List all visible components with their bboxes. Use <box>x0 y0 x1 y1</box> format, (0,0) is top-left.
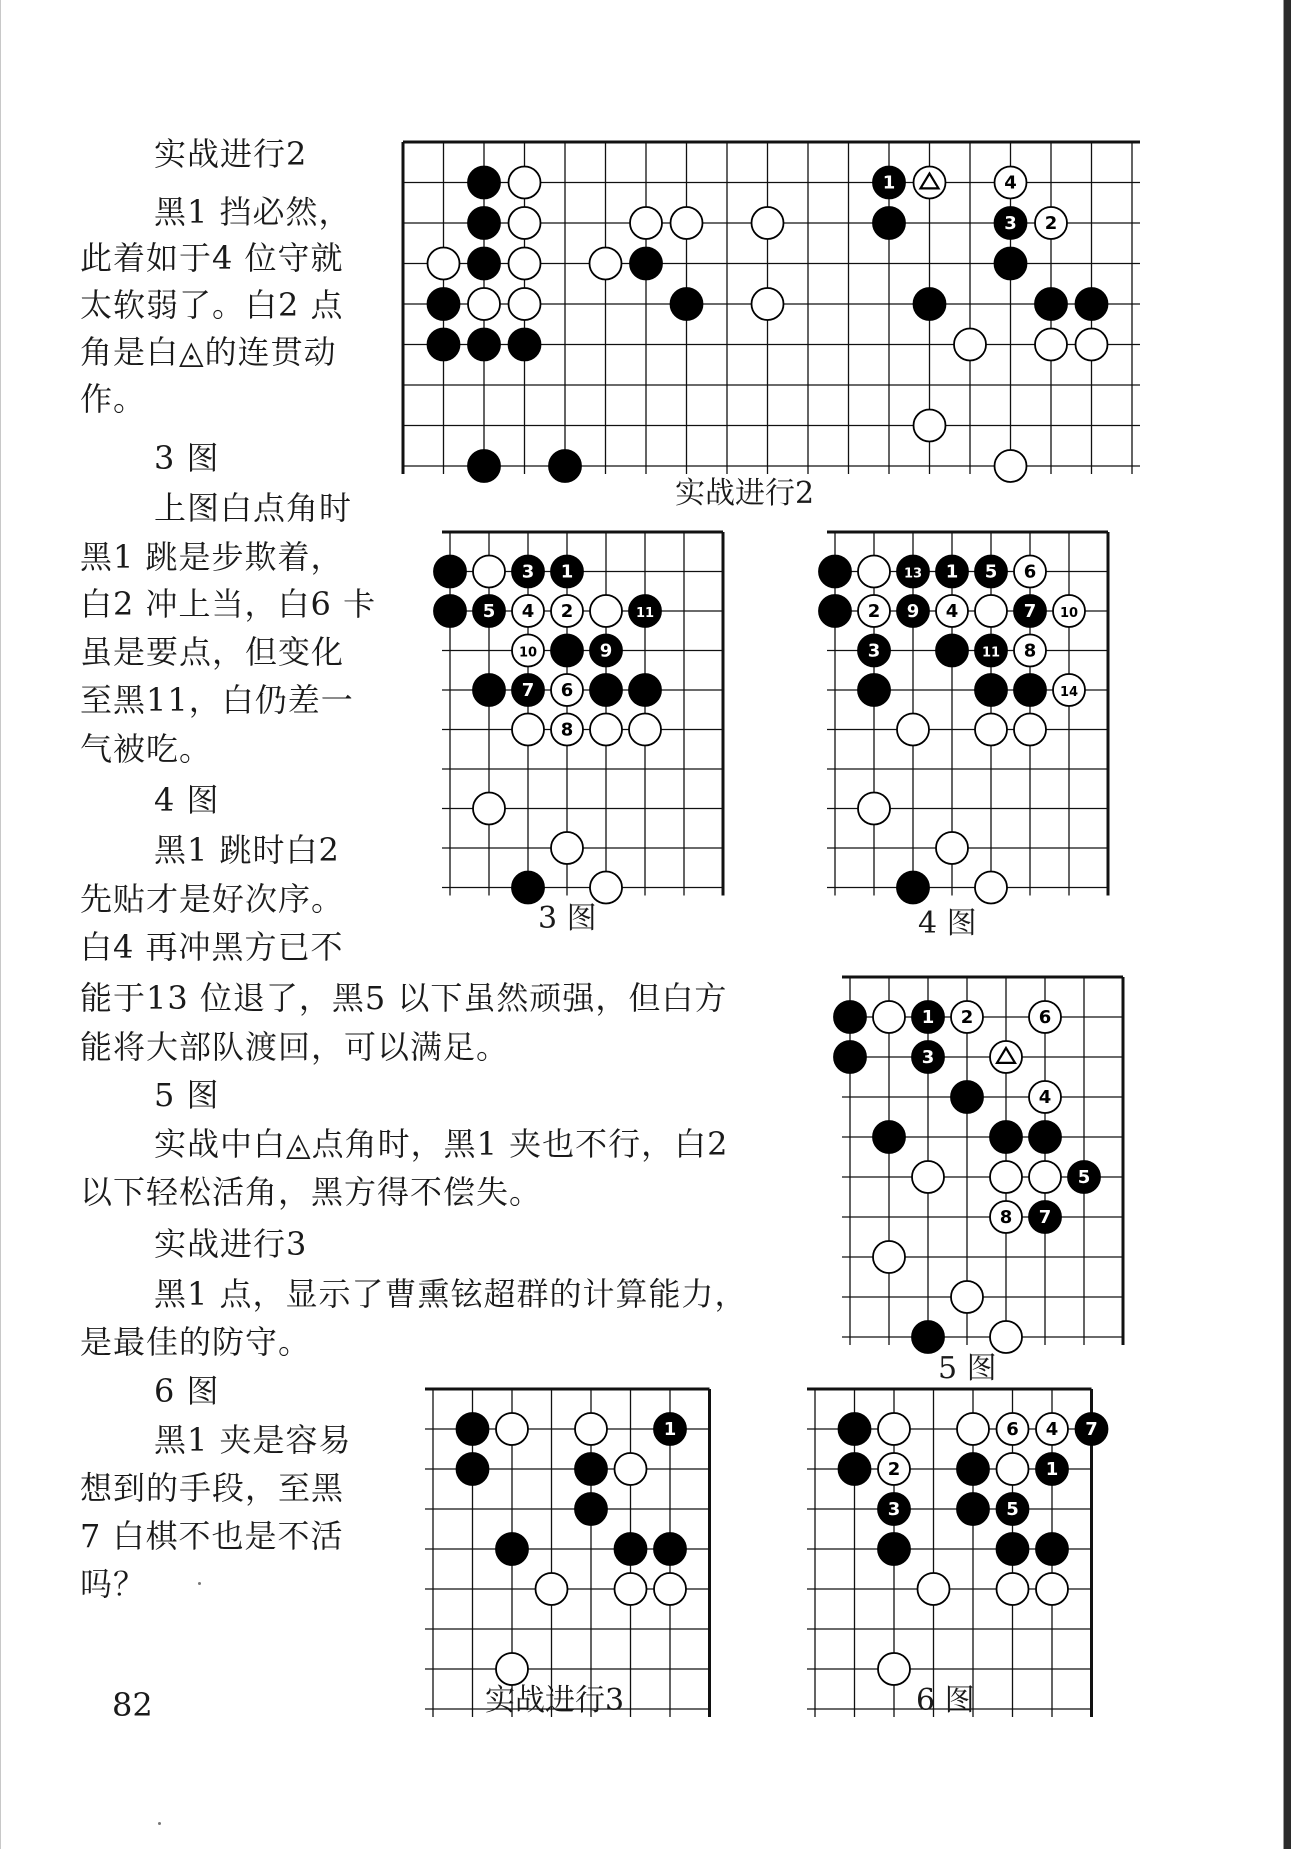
diagram-caption: 实战进行2 <box>675 476 815 511</box>
black-stone <box>457 1453 489 1485</box>
text-line: 此着如于4 位守就 <box>80 239 344 277</box>
white-stone <box>1035 329 1067 361</box>
move-number: 5 <box>482 601 496 622</box>
white-stone <box>630 207 662 239</box>
diagram-caption: 5 图 <box>938 1351 997 1386</box>
white-stone <box>575 1413 607 1445</box>
move-number: 14 <box>1059 685 1079 700</box>
white-stone <box>509 248 541 280</box>
move-number: 4 <box>945 601 959 622</box>
white-stone <box>671 207 703 239</box>
text-line: 实战中白◬点角时，黑1 夹也不行，白2 <box>154 1125 729 1163</box>
text-line: 黑1 夹是容易 <box>154 1421 352 1459</box>
move-number: 4 <box>1045 1419 1059 1440</box>
white-stone <box>951 1281 983 1313</box>
black-stone <box>434 556 466 588</box>
black-stone <box>428 329 460 361</box>
black-stone <box>1076 288 1108 320</box>
black-stone <box>1014 674 1046 706</box>
black-stone <box>468 167 500 199</box>
black-stone <box>468 329 500 361</box>
black-stone <box>654 1533 686 1565</box>
section-heading: 5 图 <box>154 1076 220 1114</box>
white-stone <box>473 793 505 825</box>
page-number: 82 <box>112 1686 153 1724</box>
white-stone <box>428 248 460 280</box>
white-stone <box>509 207 541 239</box>
black-stone <box>496 1533 528 1565</box>
move-number: 1 <box>1045 1459 1059 1480</box>
black-stone <box>615 1533 647 1565</box>
white-stone <box>975 595 1007 627</box>
white-stone <box>918 1573 950 1605</box>
white-stone <box>536 1573 568 1605</box>
go-diagram-5 <box>830 965 1130 1340</box>
move-number: 13 <box>903 566 923 582</box>
section-heading: 6 图 <box>154 1372 220 1410</box>
white-stone <box>997 1453 1029 1485</box>
move-number: 7 <box>521 680 535 701</box>
black-stone <box>839 1413 871 1445</box>
black-stone <box>990 1121 1022 1153</box>
move-number: 5 <box>1077 1167 1091 1188</box>
white-stone <box>912 1161 944 1193</box>
white-stone <box>496 1413 528 1445</box>
black-stone <box>873 207 905 239</box>
text-line: 至黑11，白仍差一 <box>80 681 354 719</box>
black-stone <box>995 248 1027 280</box>
white-stone <box>878 1653 910 1685</box>
move-number: 8 <box>999 1207 1013 1228</box>
black-stone <box>936 635 968 667</box>
diagram-caption: 实战进行3 <box>485 1683 625 1718</box>
white-stone <box>873 1001 905 1033</box>
go-diagram-game-progress-3 <box>428 1377 718 1677</box>
move-number: 11 <box>635 606 655 621</box>
section-heading: 实战进行3 <box>154 1225 308 1263</box>
white-stone <box>975 714 1007 746</box>
black-stone <box>873 1121 905 1153</box>
move-number: 8 <box>560 719 574 741</box>
white-stone <box>551 832 583 864</box>
move-number: 7 <box>1038 1207 1052 1228</box>
white-stone <box>878 1413 910 1445</box>
move-number: 6 <box>1038 1007 1052 1028</box>
text-line: 是最佳的防守。 <box>80 1323 312 1361</box>
move-number: 2 <box>867 601 881 622</box>
move-number: 6 <box>560 680 574 701</box>
move-number: 9 <box>599 640 613 662</box>
print-speck <box>198 1582 201 1585</box>
move-number: 9 <box>906 601 920 622</box>
move-number: 7 <box>1023 601 1037 622</box>
move-number: 3 <box>521 561 535 583</box>
black-stone <box>549 450 581 482</box>
text-line: 以下轻松活角，黑方得不偿失。 <box>80 1173 543 1211</box>
move-number: 11 <box>981 645 1001 661</box>
text-line: 白4 再冲黑方已不 <box>80 928 344 966</box>
white-stone <box>654 1573 686 1605</box>
diagram-caption: 4 图 <box>918 906 977 941</box>
white-stone <box>590 595 622 627</box>
move-number: 3 <box>1004 213 1017 234</box>
move-number: 10 <box>518 645 538 661</box>
white-stone <box>936 832 968 864</box>
white-stone <box>897 714 929 746</box>
black-stone <box>434 595 466 627</box>
black-stone <box>819 595 851 627</box>
text-line: 黑1 跳是步欺着， <box>80 538 344 576</box>
black-stone <box>1036 1533 1068 1565</box>
move-number: 3 <box>921 1047 935 1068</box>
black-stone <box>457 1413 489 1445</box>
black-stone <box>997 1533 1029 1565</box>
black-stone <box>834 1041 866 1073</box>
white-stone <box>752 288 784 320</box>
white-stone <box>752 207 784 239</box>
white-stone <box>615 1573 647 1605</box>
text-line: 作。 <box>80 380 147 418</box>
black-stone <box>834 1001 866 1033</box>
move-number: 4 <box>1004 172 1017 194</box>
white-stone <box>990 1041 1022 1073</box>
text-line: 黑1 跳时白2 <box>154 831 340 869</box>
black-stone <box>839 1453 871 1485</box>
white-stone <box>590 714 622 746</box>
move-number: 6 <box>1006 1419 1019 1440</box>
text-line: 先贴才是好次序。 <box>80 880 345 918</box>
black-stone <box>914 288 946 320</box>
white-stone <box>914 410 946 442</box>
move-number: 4 <box>521 601 535 622</box>
move-number: 5 <box>984 561 998 583</box>
go-diagram-4 <box>815 520 1115 890</box>
go-diagram-game-progress-2 <box>395 130 1130 470</box>
white-stone <box>629 714 661 746</box>
move-number: 3 <box>867 640 881 662</box>
move-number: 1 <box>560 561 574 583</box>
text-line: 白2 冲上当，白6 卡 <box>80 585 377 623</box>
black-stone <box>509 329 541 361</box>
white-stone <box>990 1161 1022 1193</box>
black-stone <box>878 1533 910 1565</box>
white-stone <box>914 167 946 199</box>
text-line: 黑1 挡必然， <box>154 193 352 231</box>
section-heading: 4 图 <box>154 781 220 819</box>
black-stone <box>575 1493 607 1525</box>
black-stone <box>951 1081 983 1113</box>
white-stone <box>954 329 986 361</box>
black-stone <box>1029 1121 1061 1153</box>
black-stone <box>629 674 661 706</box>
move-number: 2 <box>960 1007 974 1028</box>
diagram-caption: 6 图 <box>916 1683 975 1718</box>
white-stone <box>957 1413 989 1445</box>
move-number: 6 <box>1023 561 1037 583</box>
move-number: 1 <box>921 1007 935 1028</box>
white-stone <box>1076 329 1108 361</box>
black-stone <box>630 248 662 280</box>
text-line: 黑1 点，显示了曹熏铉超群的计算能力， <box>154 1275 748 1313</box>
text-line: 实战进行2 <box>154 135 308 173</box>
move-number: 1 <box>882 172 896 194</box>
black-stone <box>551 635 583 667</box>
move-number: 7 <box>1085 1419 1098 1440</box>
black-stone <box>975 674 1007 706</box>
white-stone <box>509 288 541 320</box>
white-stone <box>858 556 890 588</box>
move-number: 10 <box>1059 606 1079 621</box>
black-stone <box>957 1453 989 1485</box>
move-number: 1 <box>663 1419 677 1440</box>
text-line: 上图白点角时 <box>154 489 353 527</box>
white-stone <box>997 1573 1029 1605</box>
white-stone <box>509 167 541 199</box>
white-stone <box>1036 1573 1068 1605</box>
white-stone <box>1029 1161 1061 1193</box>
white-stone <box>468 288 500 320</box>
text-line: 虽是要点，但变化 <box>80 633 345 671</box>
move-number: 8 <box>1023 640 1037 662</box>
white-stone <box>1014 714 1046 746</box>
section-heading: 3 图 <box>154 439 220 477</box>
black-stone <box>575 1453 607 1485</box>
black-stone <box>473 674 505 706</box>
move-number: 4 <box>1038 1087 1052 1108</box>
black-stone <box>858 674 890 706</box>
text-line: 太软弱了。白2 点 <box>80 286 344 324</box>
white-stone <box>512 714 544 746</box>
black-stone <box>671 288 703 320</box>
black-stone <box>957 1493 989 1525</box>
black-stone <box>590 674 622 706</box>
print-speck <box>158 1822 161 1825</box>
move-number: 3 <box>887 1499 901 1520</box>
black-stone <box>468 450 500 482</box>
black-stone <box>819 556 851 588</box>
text-line: 想到的手段，至黑 <box>80 1469 345 1507</box>
white-stone <box>615 1453 647 1485</box>
text-line: 能将大部队渡回，可以满足。 <box>80 1028 510 1066</box>
move-number: 5 <box>1006 1499 1019 1520</box>
black-stone <box>468 207 500 239</box>
text-line: 吗？ <box>80 1565 147 1603</box>
move-number: 2 <box>887 1459 901 1480</box>
white-stone <box>858 793 890 825</box>
move-number: 2 <box>560 601 574 622</box>
move-number: 1 <box>945 561 959 583</box>
black-stone <box>468 248 500 280</box>
black-stone <box>1035 288 1067 320</box>
black-stone <box>428 288 460 320</box>
text-line: 气被吃。 <box>80 730 213 768</box>
white-stone <box>975 872 1007 904</box>
white-stone <box>995 450 1027 482</box>
text-line: 7 白棋不也是不活 <box>80 1517 344 1555</box>
white-stone <box>590 248 622 280</box>
move-number: 2 <box>1044 213 1058 234</box>
white-stone <box>873 1241 905 1273</box>
text-line: 能于13 位退了，黑5 以下虽然顽强，但白方 <box>80 979 728 1017</box>
go-diagram-6 <box>810 1377 1130 1677</box>
go-diagram-3 <box>430 520 700 890</box>
diagram-caption: 3 图 <box>538 901 597 936</box>
text-line: 角是白◬的连贯动 <box>80 333 337 371</box>
white-stone <box>473 556 505 588</box>
